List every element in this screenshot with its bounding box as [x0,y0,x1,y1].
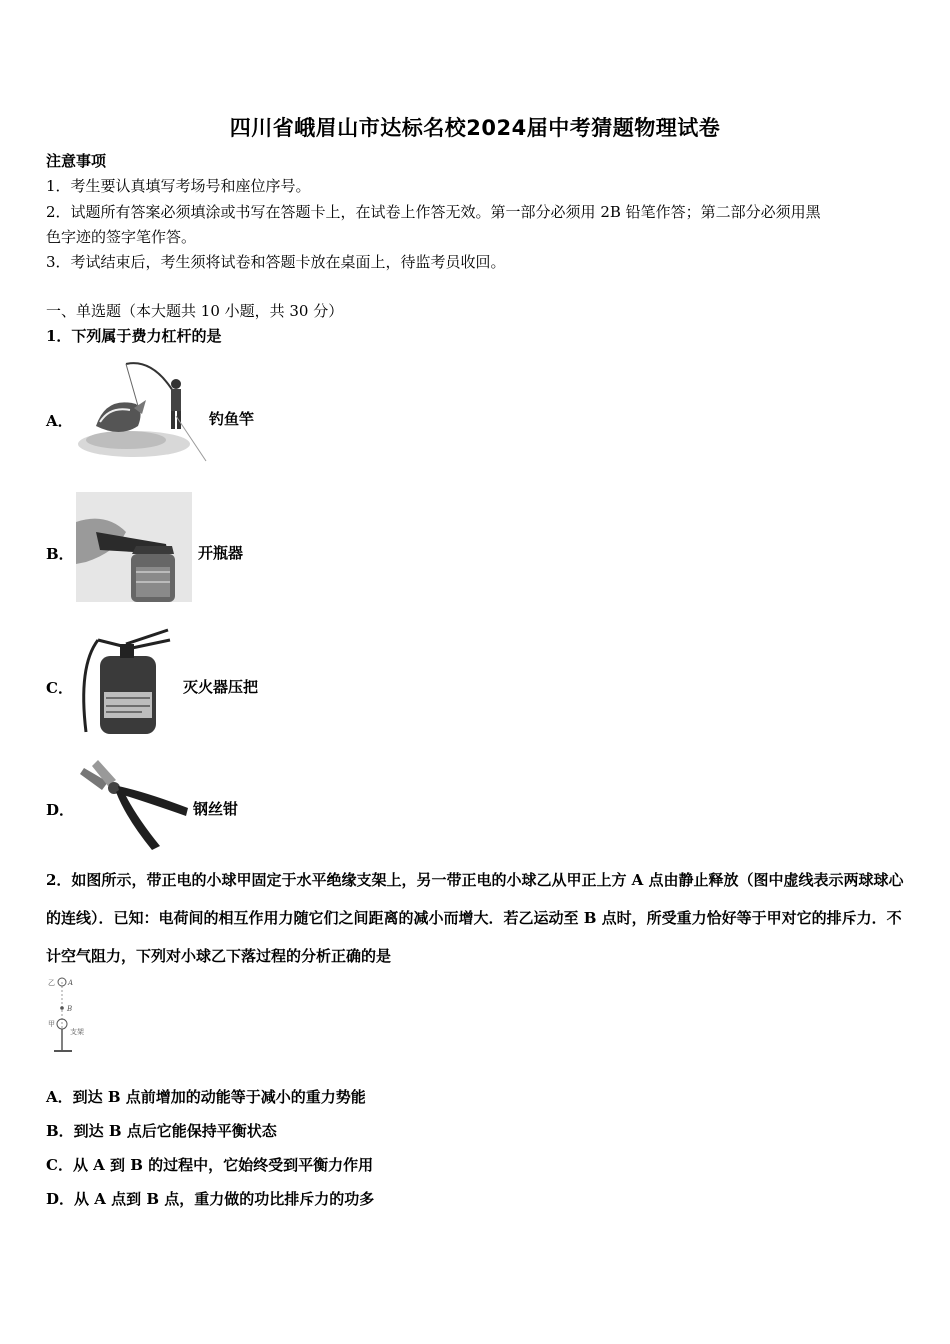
figure-label-yi: 乙 [48,979,55,987]
q1-option-b-text: 开瓶器 [198,544,244,562]
charged-balls-figure [46,976,92,1056]
figure-label-a: A [68,979,74,987]
fishing-rod-image [76,356,208,462]
q1-option-b-label: B． [46,545,74,563]
q1-option-c-text: 灭火器压把 [183,678,259,696]
notice-heading: 注意事项 [46,152,107,170]
q1-option-c-label: C． [46,679,73,697]
notice-item-1: 1．考生要认真填写考场号和座位序号。 [46,177,311,195]
q1-option-a-text: 钓鱼竿 [209,410,255,428]
q1-option-d-text: 钢丝钳 [193,800,239,818]
page-title: 四川省峨眉山市达标名校2024届中考猜题物理试卷 [229,116,721,140]
section-heading: 一、单选题（本大题共 10 小题，共 30 分） [46,302,344,320]
pliers-image [76,758,190,854]
figure-label-stand: 支架 [70,1028,84,1036]
q2-option-c: C．从 A 到 B 的过程中，它始终受到平衡力作用 [46,1156,374,1174]
notice-item-2-cont: 色字迹的签字笔作答。 [46,228,197,246]
q2-option-a: A．到达 B 点前增加的动能等于减小的重力势能 [46,1088,366,1106]
question-1-stem: 1．下列属于费力杠杆的是 [46,327,222,345]
notice-item-3: 3．考试结束后，考生须将试卷和答题卡放在桌面上，待监考员收回。 [46,253,506,271]
q1-option-d-label: D． [46,801,75,819]
bottle-opener-image [76,492,192,602]
q2-option-b: B．到达 B 点后它能保持平衡状态 [46,1122,277,1140]
fire-extinguisher-image [76,626,172,734]
q2-option-d: D．从 A 点到 B 点，重力做的功比排斥力的功多 [46,1190,375,1208]
q1-option-a-label: A． [46,412,73,430]
notice-item-2: 2．试题所有答案必须填涂或书写在答题卡上，在试卷上作答无效。第一部分必须用 2B 铅笔作答；第二部分必须用黑 [46,203,821,221]
figure-label-jia: 甲 [48,1020,55,1028]
figure-label-b: B [67,1005,73,1013]
question-2-stem: 2．如图所示，带正电的小球甲固定于水平绝缘支架上，另一带正电的小球乙从甲正上方 A 点由静止释放（图中虚线表示两球球心的连线）．已知：电荷间的相互作用力随它们之间距离的减小而增大．若乙运动至 B 点时，所受重力恰好等于甲对它的排斥力．不计空气阻力，下列对小球乙下落过程的分析正确的是 [46,871,904,965]
